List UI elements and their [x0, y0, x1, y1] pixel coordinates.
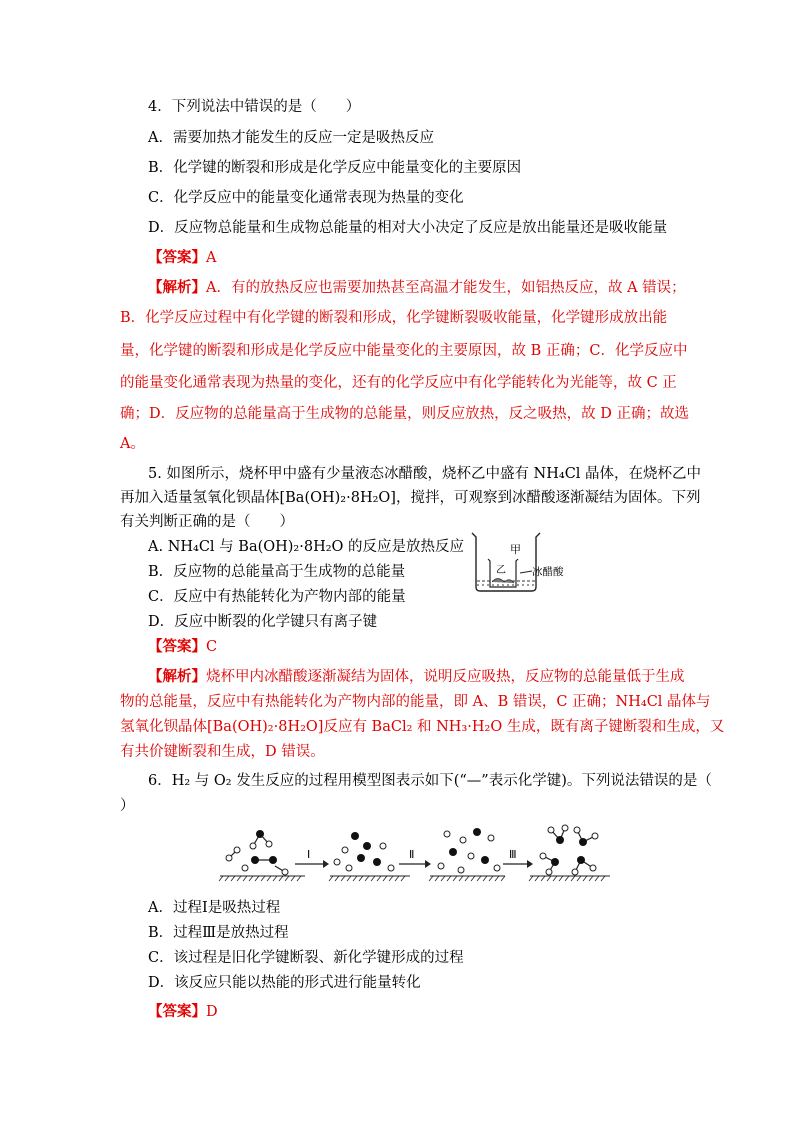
- q4-analysis-label: 【解析】: [148, 279, 206, 296]
- q5-option-c: C．反应中有热能转化为产物内部的能量: [148, 589, 406, 605]
- q6-answer: [148, 1002, 218, 1022]
- q5-answer-value: C: [206, 639, 218, 655]
- reaction-model-figure: [215, 822, 615, 884]
- q5-option-a: A. NH₄Cl 与 Ba(OH)₂·8H₂O 的反应是放热反应: [148, 539, 465, 555]
- q5-answer-label: 【答案】: [148, 638, 206, 655]
- q4-option-b: B．化学键的断裂和形成是化学反应中能量变化的主要原因: [148, 160, 522, 176]
- q4-analysis-line-1: [148, 278, 686, 298]
- q6-option-c: C．该过程是旧化学键断裂、新化学键形成的过程: [148, 950, 464, 966]
- step-label-2: Ⅱ: [409, 848, 415, 861]
- q4-analysis-line-6: A。: [120, 436, 145, 452]
- q4-option-c: C．化学反应中的能量变化通常表现为热量的变化: [148, 190, 464, 206]
- step-label-3: Ⅲ: [509, 848, 517, 861]
- q4-analysis-line-4: 的能量变化通常表现为热量的变化，还有的化学反应中有化学能转化为光能等，故 C 正: [120, 375, 677, 391]
- q5-stem-line-1: 5. 如图所示，烧杯甲中盛有少量液态冰醋酸，烧杯乙中盛有 NH₄Cl 晶体，在烧杯乙中: [148, 466, 702, 482]
- q6-stem-line-2: ）: [120, 798, 135, 814]
- q4-option-d: D．反应物总能量和生成物总能量的相对大小决定了反应是放出能量还是吸收能量: [148, 220, 668, 236]
- q5-analysis-line-2: 物的总能量，反应中有热能转化为产物内部的能量，即 A、B 错误，C 正确；NH₄Cl 晶体与: [120, 694, 711, 710]
- q6-option-d: D．该反应只能以热能的形式进行能量转化: [148, 975, 421, 991]
- q5-stem-line-2: 再加入适量氢氧化钡晶体[Ba(OH)₂·8H₂O]，搅拌，可观察到冰醋酸逐渐凝结为固体。下列: [120, 490, 701, 506]
- q5-answer: [148, 637, 217, 657]
- q5-analysis-line-4: 有共价键断裂和生成，D 错误。: [120, 744, 325, 760]
- q5-analysis-line-3: 氢氧化钡晶体[Ba(OH)₂·8H₂O]反应有 BaCl₂ 和 NH₃·H₂O 生成，既有离子键断裂和生成，又: [120, 719, 725, 735]
- q6-answer-label: 【答案】: [148, 1003, 206, 1020]
- q5-analysis-line-1: [148, 667, 685, 687]
- q4-answer: [148, 248, 216, 268]
- q5-option-b: B．反应物的总能量高于生成物的总能量: [148, 564, 406, 580]
- q5-analysis-label: 【解析】: [148, 668, 206, 685]
- beaker-label-yi: 乙: [496, 565, 506, 576]
- q4-analysis-line-5: 确；D．反应物的总能量高于生成物的总能量，则反应放热，反之吸热，故 D 正确；故选: [120, 406, 689, 422]
- q5-stem-line-3: 有关判断正确的是（ ）: [120, 514, 294, 530]
- q5-analysis-text-1: 烧杯甲内冰醋酸逐渐凝结为固体，说明反应吸热，反应物的总能量低于生成: [206, 669, 685, 685]
- q4-option-a: A．需要加热才能发生的反应一定是吸热反应: [148, 130, 434, 146]
- beaker-figure: [466, 527, 576, 597]
- step-label-1: Ⅰ: [307, 848, 311, 861]
- q6-answer-value: D: [206, 1004, 218, 1020]
- q4-analysis-line-3: 量，化学键的断裂和形成是化学反应中能量变化的主要原因，故 B 正确；C．化学反应中: [120, 343, 688, 359]
- q6-option-b: B．过程Ⅲ是放热过程: [148, 925, 289, 941]
- q4-analysis-line-2: B．化学反应过程中有化学键的断裂和形成，化学键断裂吸收能量，化学键形成放出能: [120, 310, 668, 326]
- q6-option-a: A．过程Ⅰ是吸热过程: [148, 900, 281, 916]
- q6-stem-line-1: 6．H₂ 与 O₂ 发生反应的过程用模型图表示如下(“—”表示化学键)。下列说法错误的是（: [148, 773, 712, 789]
- beaker-label-jia: 甲: [510, 543, 521, 556]
- q4-analysis-text-1: A．有的放热反应也需要加热甚至高温才能发生，如铝热反应，故 A 错误；: [206, 280, 686, 296]
- q4-answer-value: A: [206, 250, 217, 266]
- q5-option-d: D．反应中断裂的化学键只有离子键: [148, 614, 378, 630]
- beaker-label-acid: 冰醋酸: [532, 566, 564, 578]
- q4-stem: 4．下列说法中错误的是（ ）: [148, 99, 361, 115]
- q4-answer-label: 【答案】: [148, 249, 206, 266]
